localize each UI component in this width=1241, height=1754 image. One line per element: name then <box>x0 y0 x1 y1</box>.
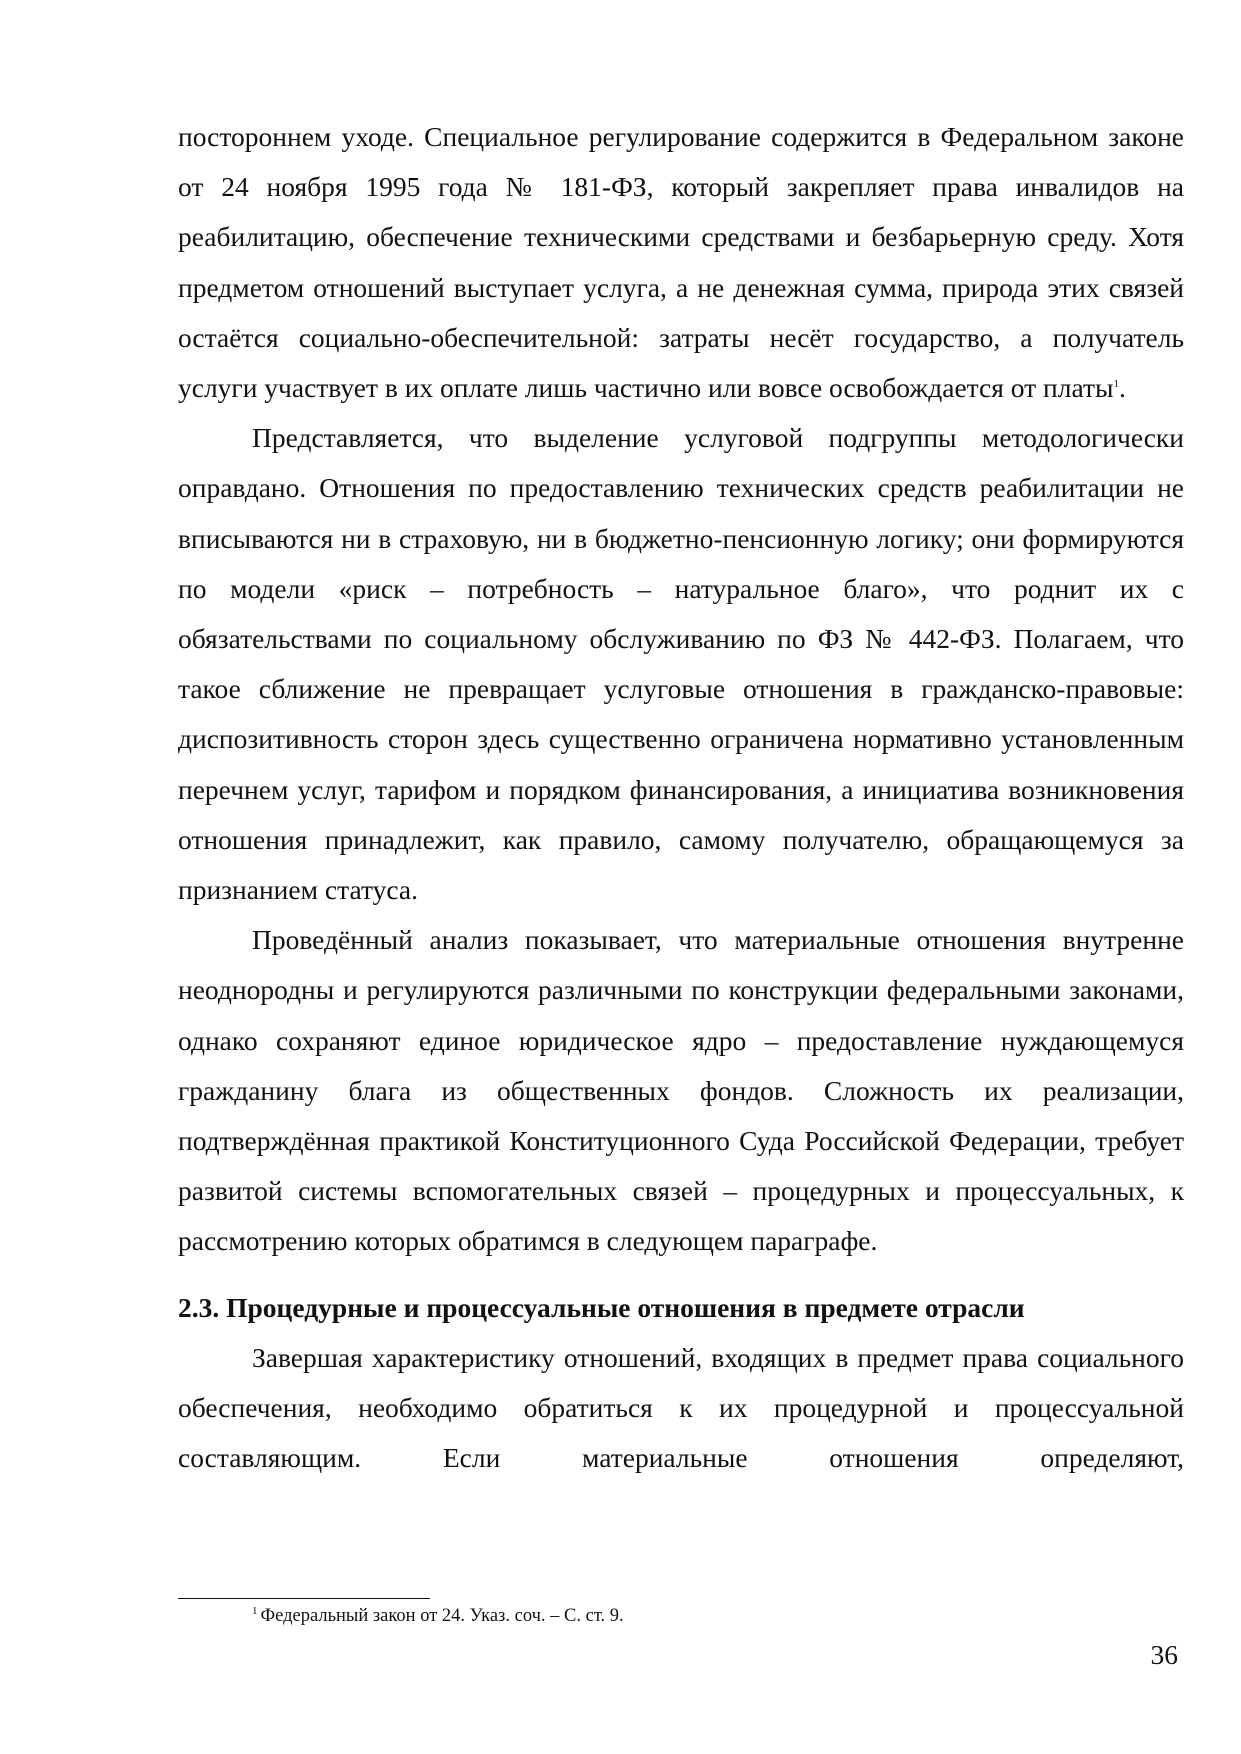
footnote-separator <box>178 1598 430 1599</box>
paragraph-1 <box>178 112 1184 413</box>
paragraph-3: Проведённый анализ показывает, что материальные отношения внутренне неоднородны и регулируются различными по конструкции федеральными законами, однако сохраняют единое юридическое ядро – предоставление нуждающемуся гражданину блага из общественных фондов. Сложность их реализации, подтверждённая практикой Конституционного Суда Российской Федерации, требует развитой системы вспомогательных связей – процедурных и процессуальных, к рассмотрению которых обратимся в следующем параграфе. <box>178 924 1184 1257</box>
body-text <box>178 112 1184 1483</box>
footnote-reference[interactable]: 1 <box>1113 378 1119 391</box>
footnote-text: Федеральный закон от 24. Указ. соч. – С. ст. 9. <box>260 1606 624 1626</box>
footnote-number: 1 <box>252 1605 258 1617</box>
paragraph-1-end: . <box>1118 372 1126 404</box>
footnote <box>252 1603 624 1629</box>
paragraph-1-text: постороннем уходе. Специальное регулирование содержится в Федеральном законе от 24 ноября 1995 года № 181-ФЗ, который закрепляет права инвалидов на реабилитацию, обеспечение техническими средствами и безбарьерную среду. Хотя предметом отношений выступает услуга, а не денежная сумма, природа этих связей остаётся социально-обеспечительной: затраты несёт государство, а получатель услуги участвует в их оплате лишь частично или вовсе освобождается от платы <box>178 121 1184 404</box>
paragraph-2: Представляется, что выделение услуговой подгруппы методологически оправдано. Отношения по предоставлению технических средств реабилитации не вписываются ни в страховую, ни в бюджетно-пенсионную логику; они формируются по модели «риск – потребность – натуральное благо», что роднит их с обязательствами по социальному обслуживанию по ФЗ № 442-ФЗ. Полагаем, что такое сближение не превращает услуговые отношения в гражданско-правовые: диспозитивность сторон здесь существенно ограничена нормативно установленным перечнем услуг, тарифом и порядком финансирования, а инициатива возникновения отношения принадлежит, как правило, самому получателю, обращающемуся за признанием статуса. <box>178 422 1184 906</box>
paragraph-4: Завершая характеристику отношений, входящих в предмет права социального обеспечения, необходимо обратиться к их процедурной и процессуальной составляющим. Если материальные отношения определяют, <box>178 1341 1184 1474</box>
section-heading: 2.3. Процедурные и процессуальные отношения в предмете отрасли <box>178 1291 1025 1323</box>
page-number: 36 <box>1150 1639 1178 1670</box>
